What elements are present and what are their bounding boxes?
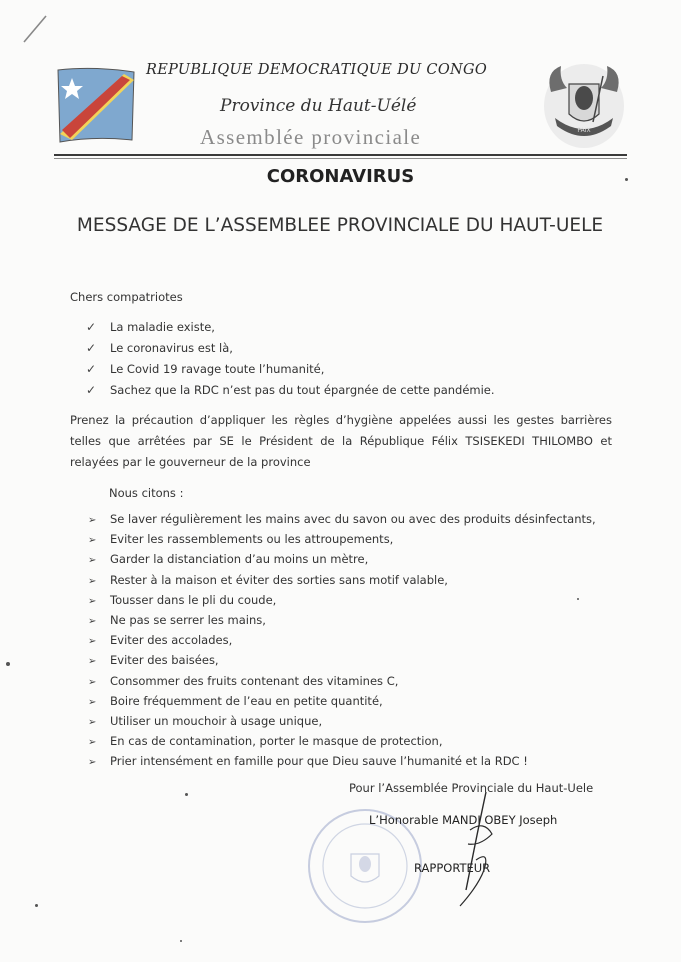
list-item: ➢ Prier intensément en famille pour que Dieu sauve l’humanité et la RDC ! [88,754,528,769]
header-country: REPUBLIQUE DEMOCRATIQUE DU CONGO [146,62,488,78]
greeting: Chers compatriotes [70,290,183,304]
arrow-bullet-icon: ➢ [88,595,97,607]
arrow-bullet-icon: ➢ [88,636,97,648]
arrow-bullet-icon: ➢ [88,575,97,587]
list-item: ➢ Eviter les rassemblements ou les attroupements, [88,532,394,547]
signatory-role: RAPPORTEUR [414,861,491,875]
list-item: ✓ La maladie existe, [86,320,215,334]
scan-speck [6,662,10,666]
checklist [86,320,495,404]
arrow-bullet-icon: ➢ [88,515,97,526]
header-rule [54,154,627,156]
list-item: ➢ Eviter des baisées, [88,653,219,668]
scan-speck [577,598,579,600]
list-item: ➢ Tousser dans le pli du coude, [88,592,277,607]
arrow-bullet-icon: ➢ [88,737,97,749]
arrow-bullet-icon: ➢ [88,676,97,688]
list-item: ➢ Boire fréquemment de l’eau en petite quantité, [88,693,383,708]
list-item: ➢ Ne pas se serrer les mains, [88,612,266,627]
list-item: ✓ Le coronavirus est là, [86,341,233,355]
measures-list [88,512,596,774]
header-assembly: Assemblée provinciale [200,125,422,149]
list-item: ➢ Consommer des fruits contenant des vitamines C, [88,673,399,688]
coat-of-arms-icon [541,62,627,152]
measures-intro: Nous citons : [109,486,184,500]
arrow-bullet-icon: ➢ [88,757,97,769]
check-icon: ✓ [86,362,97,376]
signatory-name: L’Honorable MANDI OBEY Joseph [369,813,558,827]
drc-flag-icon [54,64,138,144]
arrow-bullet-icon: ➢ [88,615,97,627]
list-item: ➢ En cas de contamination, porter le masque de protection, [88,734,443,749]
handwritten-signature [440,790,520,910]
arrow-bullet-icon: ➢ [88,716,97,728]
list-item: ➢ Se laver régulièrement les mains avec du savon ou avec des produits désinfectants, [88,512,596,526]
svg-text:PAIX: PAIX [577,127,591,134]
check-icon: ✓ [86,341,97,355]
official-stamp [305,776,425,946]
list-item: ✓ Sachez que la RDC n’est pas du tout épargnée de cette pandémie. [86,383,495,397]
list-item: ✓ Le Covid 19 ravage toute l’humanité, [86,362,325,376]
scan-speck [185,793,188,796]
list-item: ➢ Rester à la maison et éviter des sorties sans motif valable, [88,572,448,587]
document-subtitle: MESSAGE DE L’ASSEMBLEE PROVINCIALE DU HAUT-UELE [76,215,604,236]
list-item: ➢ Eviter des accolades, [88,633,233,648]
scan-speck [180,940,182,942]
header-province: Province du Haut-Uélé [220,96,417,116]
check-icon: ✓ [86,320,97,334]
scan-speck [35,904,38,907]
hygiene-paragraph: Prenez la précaution d’appliquer les règles d’hygiène appelées aussi les gestes barrières telles que arrêtées par SE le Président de la République Félix TSISEKEDI THILOMBO et relayées par le gouverneur de la province [70,413,612,469]
arrow-bullet-icon: ➢ [88,535,97,547]
scan-speck [625,178,628,181]
list-item: ➢ Utiliser un mouchoir à usage unique, [88,713,323,728]
arrow-bullet-icon: ➢ [88,555,97,567]
header-rule-thin [54,158,627,159]
signature-on-behalf: Pour l’Assemblée Provinciale du Haut-Uele [349,781,594,795]
check-icon: ✓ [86,383,97,397]
list-item: ➢ Garder la distanciation d’au moins un mètre, [88,552,369,567]
scan-mark [22,14,48,44]
document-title: CORONAVIRUS [266,166,415,187]
arrow-bullet-icon: ➢ [88,656,97,668]
arrow-bullet-icon: ➢ [88,696,97,708]
